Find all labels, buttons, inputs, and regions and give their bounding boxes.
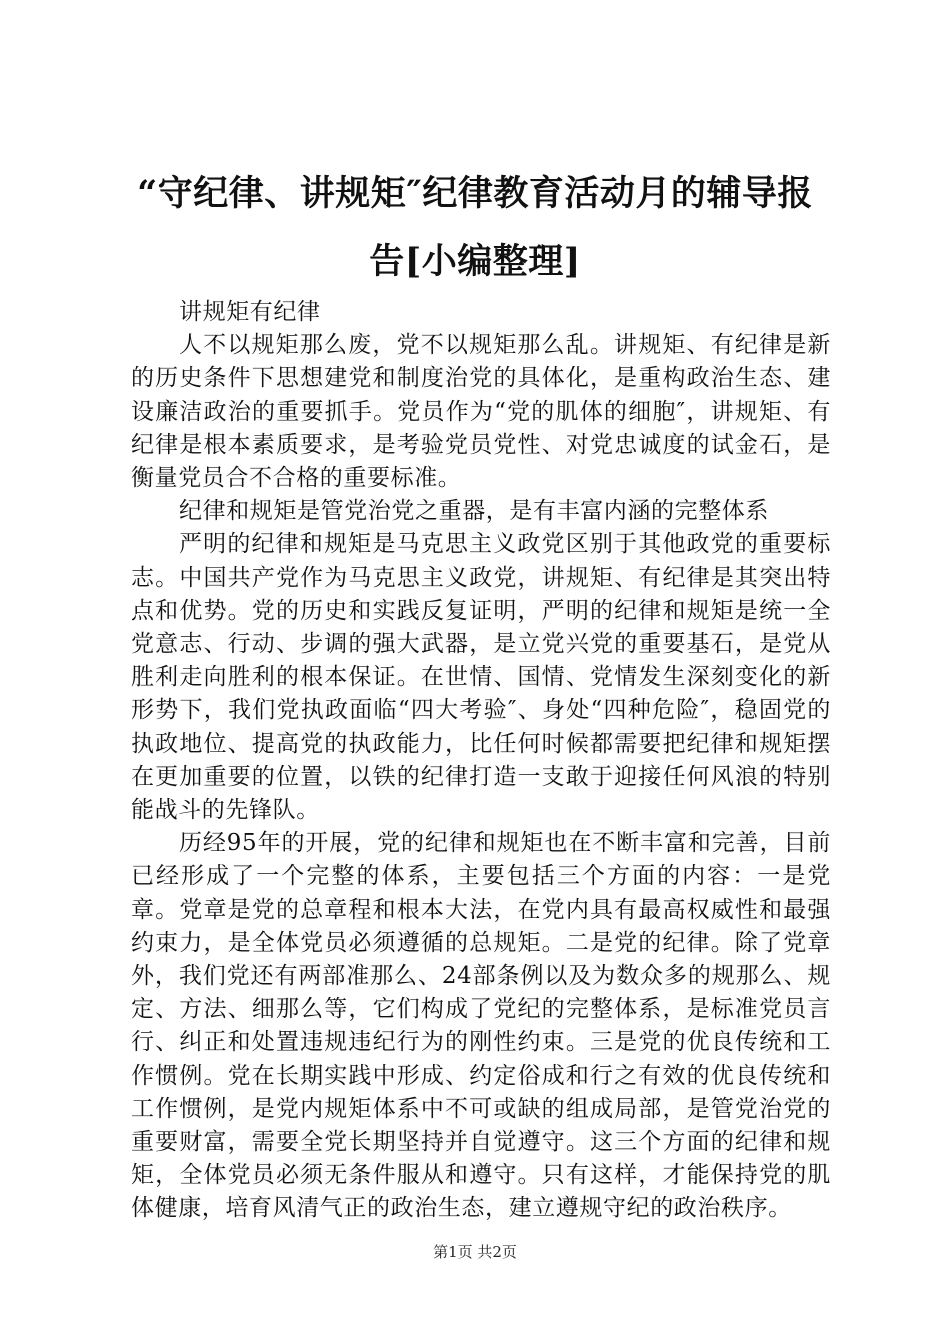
page-number-footer: 第1页 共2页 — [433, 1243, 517, 1261]
body-paragraph: 严明的纪律和规矩是马克思主义政党区别于其他政党的重要标志。中国共产党作为马克思主义政党，讲规矩、有纪律是其突出特点和优势。党的历史和实践反复证明，严明的纪律和规矩是统一全党意志、行动、步调的强大武器，是立党兴党的重要基石，是党从胜利走向胜利的根本保证。在世情、国情、党情发生深刻变化的新形势下，我们党执政面临“四大考验″、身处“四种危险″，稳固党的执政地位、提高党的执政能力，比任何时候都需要把纪律和规矩摆在更加重要的位置，以铁的纪律打造一支敢于迎接任何风浪的特别能战斗的先锋队。 — [131, 531, 831, 824]
document-title: “守纪律、讲规矩″纪律教育活动月的辅导报告[小编整理] — [137, 173, 813, 282]
body-paragraph: 人不以规矩那么废，党不以规矩那么乱。讲规矩、有纪律是新的历史条件下思想建党和制度治党的具体化，是重构政治生态、建设廉洁政治的重要抓手。党员作为“党的肌体的细胞″，讲规矩、有纪律是根本素质要求，是考验党员党性、对党忠诚度的试金石，是衡量党员合不合格的重要标准。 — [131, 332, 831, 492]
section-heading: 讲规矩有纪律 — [179, 299, 321, 325]
document-body — [131, 296, 831, 1226]
body-paragraph: 历经95年的开展，党的纪律和规矩也在不断丰富和完善，目前已经形成了一个完整的体系，主要包括三个方面的内容：一是党章。党章是党的总章程和根本大法，在党内具有最高权威性和最强约束力，是全体党员必须遵循的总规矩。二是党的纪律。除了党章外，我们党还有两部准那么、24部条例以及为数众多的规那么、规定、方法、细那么等，它们构成了党纪的完整体系，是标准党员言行、纠正和处置违规违纪行为的刚性约束。三是党的优良传统和工作惯例。党在长期实践中形成、约定俗成和行之有效的优良传统和工作惯例，是党内规矩体系中不可或缺的组成局部，是管党治党的重要财富，需要全党长期坚持并自觉遵守。这三个方面的纪律和规矩，全体党员必须无条件服从和遵守。只有这样，才能保持党的肌体健康，培育风清气正的政治生态，建立遵规守纪的政治秩序。 — [131, 830, 831, 1222]
section-heading: 纪律和规矩是管党治党之重器，是有丰富内涵的完整体系 — [179, 498, 769, 525]
